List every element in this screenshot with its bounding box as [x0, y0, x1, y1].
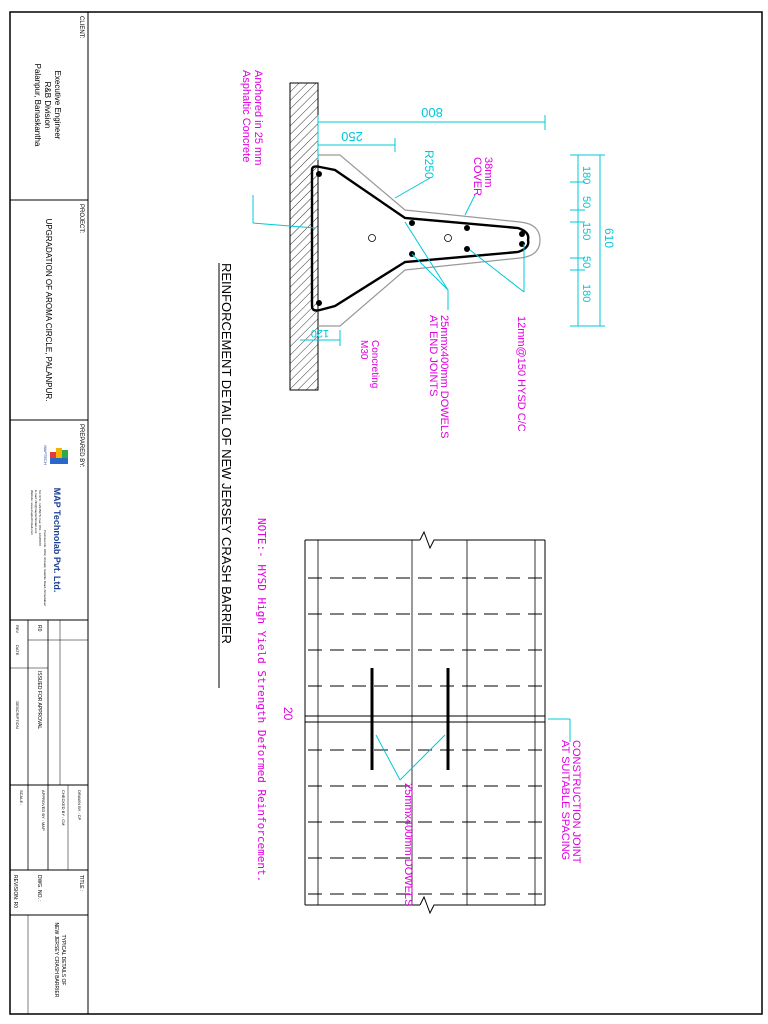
company-logo [50, 448, 68, 464]
anchor-note-2: Asphaltic Concrete [240, 70, 252, 163]
height-part-1: 180 [580, 166, 592, 185]
dim-base: 120 [310, 327, 330, 339]
rebar [316, 300, 322, 306]
dowels-note-2: AT END JOINTS [427, 315, 439, 397]
desc-col-label: DESCRIPTION [15, 701, 20, 729]
checked-by: CHECKED BY : CM [61, 790, 66, 826]
height-total: 610 [602, 228, 616, 249]
dowels-note-1: 25mmx400mm DOWELS [438, 315, 450, 439]
dowel-hole [369, 235, 376, 242]
date-col-label: DATE [15, 645, 20, 656]
dim-top: 250 [341, 129, 363, 144]
joint-gap-label: 20 [281, 707, 295, 721]
rebar [464, 225, 470, 231]
company-address-2: Tel: 079 - 12345678, Fax: 079 - 12345678 [38, 490, 42, 546]
scale-label: SCALE : [19, 790, 24, 806]
height-part-2: 50 [580, 196, 592, 209]
rev-col-label: REV [15, 625, 20, 634]
project-label: PROJECT: [78, 204, 84, 234]
concrete-note-1: Concreting [369, 340, 380, 389]
company-tag: MAPTECH [43, 445, 48, 465]
rebar [519, 231, 525, 237]
dowel-hole [445, 235, 452, 242]
cover-line-2: COVER [471, 157, 483, 197]
hysd-note: NOTE:- HYSD High Yield Strength Deformed Reinforcement. [255, 518, 268, 883]
revision-label: REVISION: R0 [12, 875, 18, 909]
ground-hatch [290, 83, 318, 390]
dowels [372, 668, 448, 770]
main-title: REINFORCEMENT DETAIL OF NEW JERSEY CRASH BARRIER [219, 263, 234, 644]
radius-label: R250 [422, 150, 436, 179]
dwg-no-label: DWG. NO. : [36, 875, 42, 902]
sheet-border [10, 12, 762, 1014]
title-label: TITLE : [78, 875, 84, 892]
height-part-3: 150 [580, 222, 592, 241]
approved-by: APPROVED BY : MAP [41, 790, 46, 831]
company-name: MAP Technolab Pvt. Ltd. [52, 487, 62, 593]
client-label: CLIENT: [78, 16, 84, 39]
anchor-note-1: Anchored in 25 mm [252, 70, 264, 166]
reinforcement-cage [312, 166, 528, 310]
rebar [464, 246, 470, 252]
dim-total-width: 800 [421, 105, 443, 120]
drawing-title-1: TYPICAL DETAILS OF [60, 934, 66, 986]
company-address-4: Website: www.maptechnolab.com [30, 490, 34, 535]
rev-description: ISSUED FOR APPROVAL [36, 670, 42, 730]
rev-id: R0 [36, 625, 42, 632]
concrete-note-2: M30 [358, 340, 369, 360]
rebar [316, 171, 322, 177]
cover-line-1: 38mm [482, 157, 494, 188]
bars-note: 12mm@150 HYSD C/C [515, 316, 527, 432]
joint-note-2: AT SUITABLE SPACING [559, 740, 571, 861]
client-line-1: Executive Engineer [53, 70, 62, 140]
client-line-2: R&B Division [43, 81, 52, 129]
rebar [409, 220, 415, 226]
dowel-note: 25mmx400mm DOWELS [402, 783, 414, 907]
height-part-4: 50 [580, 256, 592, 269]
company-address-1: Premises No. 1002, Shivalik, Satellite Road, Ahmedabad [43, 530, 47, 606]
barrier-elevation [305, 532, 545, 913]
title-block [10, 12, 88, 1014]
client-line-3: Palanpur, Banaskantha [33, 63, 42, 147]
project-name: UPGRADATION OF AROMA CIRCLE, PALANPUR. [44, 218, 53, 402]
joint-note-1: CONSTRUCTION JOINT [570, 740, 582, 864]
drawing-title-2: NEW JERSEY CRASH BARRIER [53, 922, 59, 998]
company-address-3: E-mail: info@maptechnolab.com [34, 490, 38, 534]
barrier-section [290, 83, 540, 390]
height-part-5: 180 [580, 284, 592, 303]
drawn-by: DRAWN BY : CP [77, 790, 82, 821]
stirrup-set [308, 578, 542, 894]
prepared-label: PREPARED BY: [78, 424, 84, 468]
